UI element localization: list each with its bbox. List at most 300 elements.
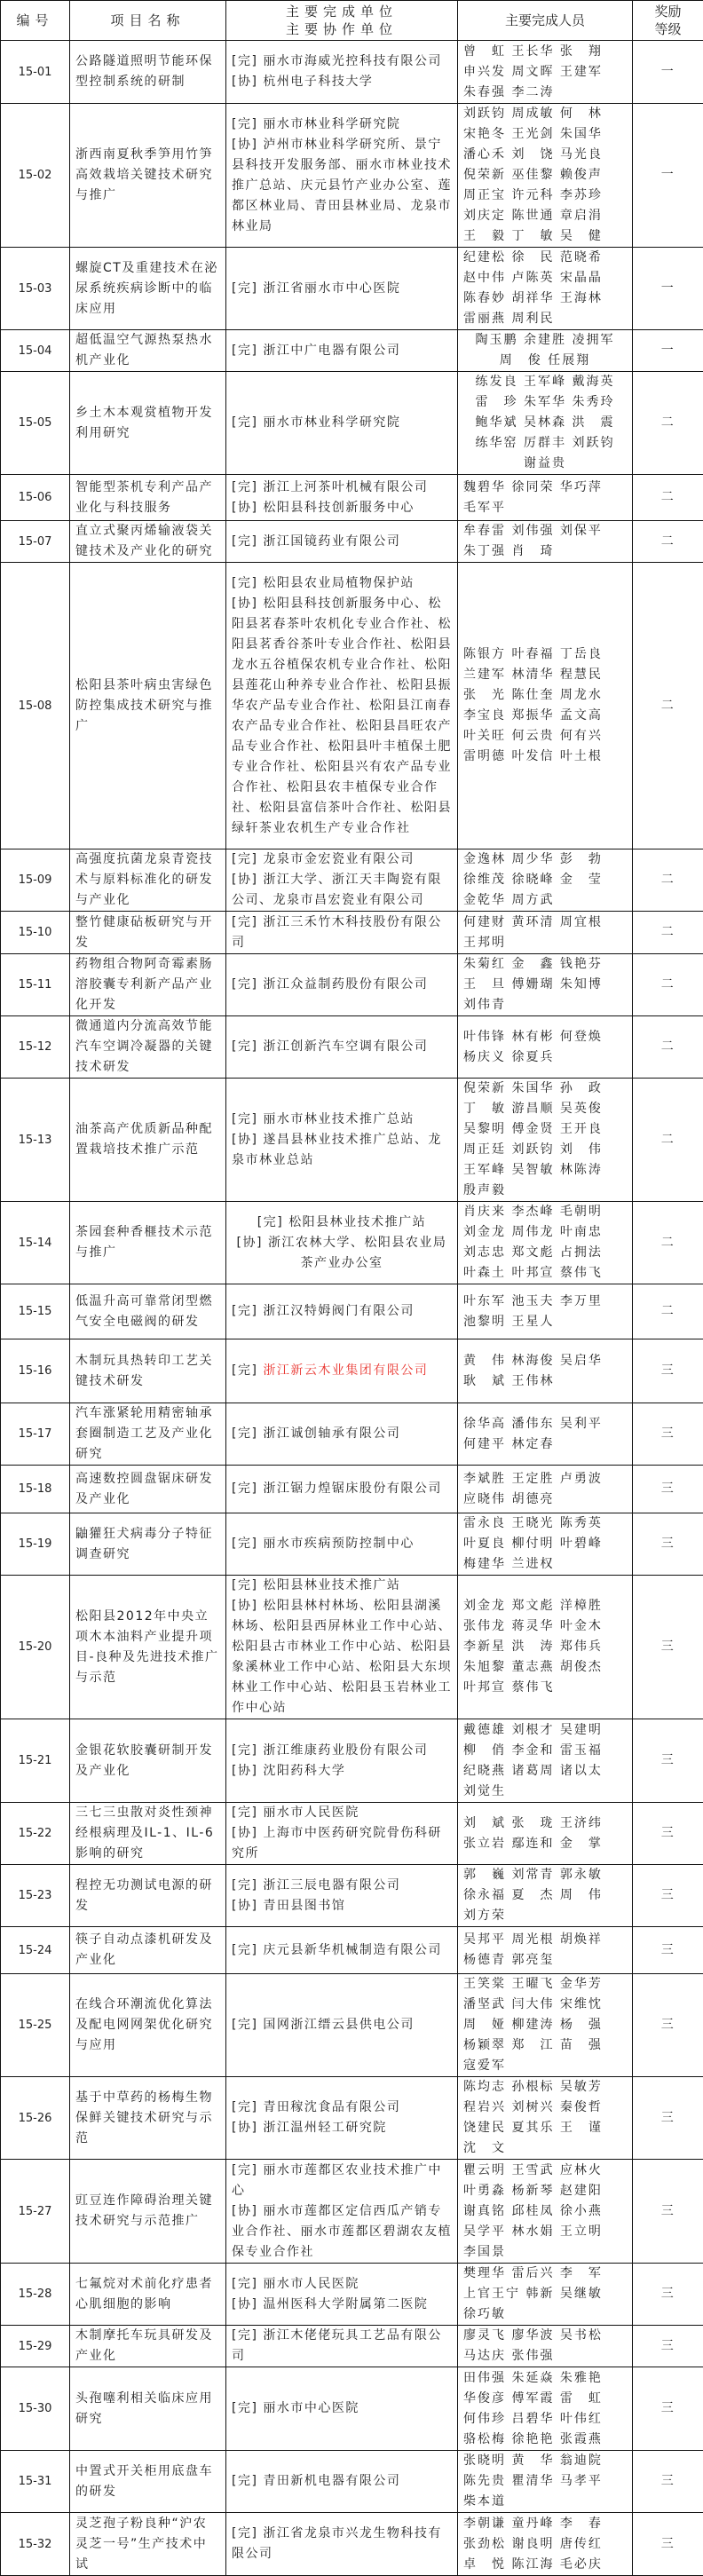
project-people bbox=[458, 849, 633, 912]
people-line: 张立岩 鄢连和 金 掌 bbox=[463, 1834, 627, 1854]
people-line: 鲍华斌 吴林森 洪 震 bbox=[463, 413, 627, 433]
people-line: 何伟珍 吕碧华 叶伟红 bbox=[463, 2409, 627, 2430]
project-people bbox=[458, 330, 633, 372]
org-line bbox=[232, 913, 452, 953]
org-role-tag: [协] bbox=[232, 1826, 257, 1840]
org-role-tag: [完] bbox=[232, 1039, 257, 1054]
table-row bbox=[1, 1974, 703, 2077]
people-line: 刘 斌 张 珑 王济纬 bbox=[463, 1813, 627, 1834]
project-orgs bbox=[226, 521, 458, 563]
project-orgs bbox=[226, 1202, 458, 1284]
project-code: 15-14 bbox=[1, 1202, 70, 1284]
org-line bbox=[232, 498, 452, 518]
project-name: 乡土木本观赏植物开发利用研究 bbox=[70, 372, 226, 475]
people-line: 宋艳冬 王光剑 朱国华 bbox=[463, 124, 627, 145]
project-orgs bbox=[226, 1513, 458, 1576]
project-code: 15-08 bbox=[1, 563, 70, 849]
project-name: 整竹健康砧板研究与开发 bbox=[70, 912, 226, 954]
org-name: 青田新机电器有限公司 bbox=[263, 2474, 400, 2488]
project-name: 筷子自动点漆机研发及产业化 bbox=[70, 1927, 226, 1974]
org-name: 松阳县林村林场、松阳县湖溪林场、松阳县西屏林业工作中心站、松阳县古市林业工作中心站、松阳县象溪林业工作中心站、松阳县大东坝林业工作中心站、松阳县玉岩林业工作中心站 bbox=[232, 1599, 452, 1715]
project-orgs bbox=[226, 1466, 458, 1513]
award-level: 三 bbox=[633, 2513, 703, 2576]
project-name: 药物组合物阿奇霉素肠溶胶囊专利新产品产业化开发 bbox=[70, 954, 226, 1016]
org-name: 浙江创新汽车空调有限公司 bbox=[263, 1039, 428, 1054]
people-line: 徐永福 夏 杰 周 伟 bbox=[463, 1885, 627, 1906]
people-line: 金乾华 周方武 bbox=[463, 890, 627, 911]
table-row bbox=[1, 104, 703, 248]
people-line: 耿 斌 王伟林 bbox=[463, 1371, 627, 1392]
people-line: 陈银方 叶春福 丁岳良 bbox=[463, 644, 627, 665]
org-line bbox=[232, 2326, 452, 2367]
org-name: 丽水市人民医院 bbox=[263, 2277, 359, 2291]
org-name: 浙江国镜药业有限公司 bbox=[263, 534, 400, 549]
project-orgs bbox=[226, 849, 458, 912]
org-role-tag: [完] bbox=[232, 1537, 257, 1551]
table-row bbox=[1, 1016, 703, 1079]
project-people bbox=[458, 1016, 633, 1079]
project-code: 15-30 bbox=[1, 2367, 70, 2451]
org-name: 温州医科大学附属第二医院 bbox=[263, 2297, 428, 2311]
project-orgs bbox=[226, 41, 458, 104]
org-name: 浙江汉特姆阀门有限公司 bbox=[263, 1304, 415, 1318]
org-role-tag: [完] bbox=[232, 54, 257, 68]
people-line: 王笑棠 王曜飞 金华芳 bbox=[463, 1974, 627, 1995]
project-orgs bbox=[226, 912, 458, 954]
org-role-tag: [完] bbox=[232, 1578, 257, 1592]
people-line: 肖庆来 李杰峰 毛朝明 bbox=[463, 1202, 627, 1222]
table-header-row bbox=[1, 1, 703, 41]
award-level: 二 bbox=[633, 1079, 703, 1202]
org-name: 丽水市中心医院 bbox=[263, 2401, 359, 2415]
award-level: 二 bbox=[633, 521, 703, 563]
org-line bbox=[232, 1896, 452, 1916]
people-line: 谢益贵 bbox=[463, 454, 627, 474]
project-orgs bbox=[226, 2513, 458, 2576]
people-line: 陈先贵 瞿清华 马孝平 bbox=[463, 2471, 627, 2492]
project-orgs bbox=[226, 1576, 458, 1719]
people-line: 杨德青 郭亮玺 bbox=[463, 1950, 627, 1971]
people-line: 徐华高 潘伟东 吴利平 bbox=[463, 1414, 627, 1434]
org-name: 松阳县林业技术推广站 bbox=[288, 1215, 426, 1229]
table-row bbox=[1, 1927, 703, 1974]
org-role-tag: [协] bbox=[232, 75, 257, 89]
org-name: 泸州市林业科学研究所、景宁县科技开发服务部、丽水市林业技术推广总站、庆元县竹产业办公室、莲都区林业局、青田县林业局、龙泉市林业局 bbox=[232, 138, 452, 233]
table-row bbox=[1, 1803, 703, 1865]
table-row bbox=[1, 1079, 703, 1202]
project-name: 油茶高产优质新品种配置栽培技术推广示范 bbox=[70, 1079, 226, 1202]
org-name: 上海市中医药研究院骨伤科研究所 bbox=[232, 1826, 442, 1861]
people-line: 叶邦宣 蔡伟飞 bbox=[463, 1678, 627, 1698]
people-line: 雷明德 叶发信 叶土根 bbox=[463, 747, 627, 767]
project-people bbox=[458, 475, 633, 521]
table-row bbox=[1, 563, 703, 849]
org-name: 浙江维康药业股份有限公司 bbox=[263, 1743, 428, 1758]
people-line: 徐维茂 徐晓峰 金 莹 bbox=[463, 870, 627, 890]
project-people bbox=[458, 521, 633, 563]
org-line bbox=[232, 1130, 452, 1171]
table-row bbox=[1, 1202, 703, 1284]
org-name: 遂昌县林业技术推广总站、龙泉市林业总站 bbox=[232, 1133, 442, 1167]
award-level: 一 bbox=[633, 104, 703, 248]
people-line: 何建平 林定春 bbox=[463, 1434, 627, 1455]
people-line: 杨颖翠 郑 江 苗 强 bbox=[463, 2035, 627, 2056]
project-name: 智能型茶机专利产品产业化与科技服务 bbox=[70, 475, 226, 521]
project-people bbox=[458, 248, 633, 330]
table-row bbox=[1, 330, 703, 372]
project-code: 15-01 bbox=[1, 41, 70, 104]
people-line: 刘觉生 bbox=[463, 1782, 627, 1802]
org-name: 丽水市莲都区定信西瓜产销专业合作社、丽水市莲都区碧湖农友植保专业合作社 bbox=[232, 2204, 452, 2259]
table-row bbox=[1, 475, 703, 521]
project-people bbox=[458, 2077, 633, 2160]
org-name: 沈阳药科大学 bbox=[263, 1764, 345, 1778]
project-people bbox=[458, 372, 633, 475]
project-people bbox=[458, 1513, 633, 1576]
header-name: 项目名称 bbox=[70, 1, 226, 41]
project-people bbox=[458, 1403, 633, 1466]
table-body bbox=[1, 41, 703, 2576]
project-code: 15-11 bbox=[1, 954, 70, 1016]
project-people bbox=[458, 1202, 633, 1284]
project-orgs bbox=[226, 1339, 458, 1403]
people-line: 叶勇淼 杨新琴 赵建阳 bbox=[463, 2181, 627, 2201]
project-code: 15-05 bbox=[1, 372, 70, 475]
org-role-tag: [完] bbox=[232, 117, 257, 131]
org-line bbox=[232, 849, 452, 870]
award-level: 二 bbox=[633, 912, 703, 954]
people-line: 程岩兴 刘树兴 秦俊哲 bbox=[463, 2098, 627, 2118]
award-level: 三 bbox=[633, 1339, 703, 1403]
table-row bbox=[1, 912, 703, 954]
project-orgs bbox=[226, 1284, 458, 1339]
award-level: 三 bbox=[633, 1576, 703, 1719]
header-award: 奖励等级 bbox=[633, 1, 703, 41]
project-name: 木制玩具热转印工艺关键技术研发 bbox=[70, 1339, 226, 1403]
org-name: 龙泉市金宏瓷业有限公司 bbox=[263, 852, 415, 866]
award-level: 二 bbox=[633, 954, 703, 1016]
people-line: 刘跃钧 周成敏 何 林 bbox=[463, 104, 627, 124]
project-orgs bbox=[226, 1403, 458, 1466]
people-line: 刘庆定 陈世通 章启涓 bbox=[463, 206, 627, 226]
award-level: 三 bbox=[633, 1803, 703, 1865]
people-line: 吴黎明 傅金贤 王开良 bbox=[463, 1119, 627, 1140]
table-row bbox=[1, 521, 703, 563]
people-line: 金逸林 周少华 彭 勃 bbox=[463, 849, 627, 870]
org-line bbox=[232, 1741, 452, 1761]
people-line: 杨庆义 徐夏兵 bbox=[463, 1047, 627, 1068]
project-orgs bbox=[226, 104, 458, 248]
org-line bbox=[232, 478, 452, 498]
people-line: 应晓伟 胡德亮 bbox=[463, 1489, 627, 1510]
org-line bbox=[232, 2015, 452, 2035]
table-row bbox=[1, 1576, 703, 1719]
org-line bbox=[232, 2098, 452, 2118]
people-line: 沈 文 bbox=[463, 2138, 627, 2159]
org-role-tag: [协] bbox=[232, 501, 257, 515]
award-level: 三 bbox=[633, 1865, 703, 1927]
project-people bbox=[458, 1803, 633, 1865]
people-line: 倪荣新 朱国华 孙 政 bbox=[463, 1079, 627, 1099]
project-code: 15-07 bbox=[1, 521, 70, 563]
org-line bbox=[232, 1110, 452, 1130]
award-level: 三 bbox=[633, 2451, 703, 2513]
org-name: 浙江三辰电器有限公司 bbox=[263, 1878, 400, 1892]
project-orgs bbox=[226, 2160, 458, 2264]
org-name: 浙江省龙泉市兴龙生物科技有限公司 bbox=[232, 2526, 442, 2561]
org-name: 浙江木佬佬玩具工艺品有限公司 bbox=[232, 2328, 442, 2363]
people-line: 谢真铭 邱桂凤 徐小燕 bbox=[463, 2201, 627, 2222]
org-line bbox=[232, 1534, 452, 1554]
table-row bbox=[1, 2264, 703, 2326]
award-level: 三 bbox=[633, 2367, 703, 2451]
award-level: 三 bbox=[633, 1719, 703, 1803]
org-role-tag: [完] bbox=[232, 1806, 257, 1820]
people-line: 瞿云明 王雪武 应林火 bbox=[463, 2161, 627, 2181]
org-role-tag: [协] bbox=[232, 2204, 257, 2218]
award-level: 二 bbox=[633, 1202, 703, 1284]
project-code: 15-27 bbox=[1, 2160, 70, 2264]
project-code: 15-18 bbox=[1, 1466, 70, 1513]
header-org-coop: 主要协作单位 bbox=[232, 20, 452, 38]
org-line bbox=[232, 1301, 452, 1322]
table-row bbox=[1, 2367, 703, 2451]
people-line: 赵中伟 卢陈英 宋晶晶 bbox=[463, 268, 627, 288]
org-name: 浙江省丽水市中心医院 bbox=[263, 281, 400, 296]
project-name: 松阳县茶叶病虫害绿色防控集成技术研究与推广 bbox=[70, 563, 226, 849]
project-name: 鼬獾狂犬病毒分子特征调查研究 bbox=[70, 1513, 226, 1576]
project-name: 螺旋CT及重建技术在泌尿系统疾病诊断中的临床应用 bbox=[70, 248, 226, 330]
org-line bbox=[232, 1596, 452, 1719]
project-name: 茶园套种香榧技术示范与推广 bbox=[70, 1202, 226, 1284]
project-orgs bbox=[226, 2326, 458, 2367]
people-line: 张晓明 黄 华 翁迪院 bbox=[463, 2451, 627, 2471]
project-people bbox=[458, 1284, 633, 1339]
project-code: 15-32 bbox=[1, 2513, 70, 2576]
project-name: 三七三虫散对炎性颈神经根病理及IL-1、IL-6影响的研究 bbox=[70, 1803, 226, 1865]
people-line: 朱春强 李二涛 bbox=[463, 83, 627, 103]
people-line: 李斌胜 王定胜 卢勇波 bbox=[463, 1469, 627, 1489]
project-orgs bbox=[226, 954, 458, 1016]
org-line bbox=[232, 1823, 452, 1864]
table-row bbox=[1, 1513, 703, 1576]
org-role-tag: [完] bbox=[232, 1943, 257, 1957]
project-name: 高速数控圆盘锯床研发及产业化 bbox=[70, 1466, 226, 1513]
org-line bbox=[232, 532, 452, 552]
org-role-tag: [协] bbox=[232, 1764, 257, 1778]
people-line: 吴邦平 周光根 胡焕祥 bbox=[463, 1930, 627, 1950]
project-name: 超低温空气源热泵热水机产业化 bbox=[70, 330, 226, 372]
org-role-tag: [完] bbox=[232, 2401, 257, 2415]
award-level: 二 bbox=[633, 475, 703, 521]
table-row bbox=[1, 1284, 703, 1339]
org-name: 松阳县农业局植物保护站 bbox=[263, 576, 415, 590]
org-role-tag: [完] bbox=[232, 1426, 257, 1441]
project-people bbox=[458, 41, 633, 104]
project-name: 低温升高可靠常闭型燃气安全电磁阀的研发 bbox=[70, 1284, 226, 1339]
people-line: 刘伟青 bbox=[463, 995, 627, 1015]
people-line: 丁 敏 游昌顺 吴英俊 bbox=[463, 1099, 627, 1119]
people-line: 樊理华 雷后兴 李 军 bbox=[463, 2264, 627, 2284]
table-row bbox=[1, 2160, 703, 2264]
org-line bbox=[232, 573, 452, 594]
people-line: 魏碧华 徐同荣 华巧萍 bbox=[463, 478, 627, 498]
org-name: 浙江新云木业集团有限公司 bbox=[263, 1363, 428, 1378]
project-people bbox=[458, 104, 633, 248]
table-row bbox=[1, 1339, 703, 1403]
people-line: 梅建华 兰进权 bbox=[463, 1554, 627, 1575]
people-line: 刘金龙 周伟龙 叶南忠 bbox=[463, 1222, 627, 1243]
people-line: 李新星 洪 涛 郑伟兵 bbox=[463, 1637, 627, 1657]
org-role-tag: [协] bbox=[232, 1599, 257, 1613]
header-code: 编号 bbox=[1, 1, 70, 41]
project-code: 15-09 bbox=[1, 849, 70, 912]
table-row bbox=[1, 2077, 703, 2160]
org-role-tag: [完] bbox=[232, 480, 257, 494]
org-name: 丽水市海威光控科技有限公司 bbox=[263, 54, 442, 68]
people-line: 纪晓燕 诸葛周 诸以太 bbox=[463, 1761, 627, 1782]
org-role-tag: [协] bbox=[232, 1133, 257, 1147]
org-line bbox=[232, 2471, 452, 2492]
org-line bbox=[232, 2161, 452, 2201]
project-name: 松阳县2012年中央立项木本油料产业提升项目-良种及先进技术推广与示范 bbox=[70, 1576, 226, 1719]
award-level: 二 bbox=[633, 372, 703, 475]
org-role-tag: [完] bbox=[232, 2163, 257, 2177]
project-orgs bbox=[226, 1803, 458, 1865]
people-line: 王 毅 丁 敏 吴 健 bbox=[463, 226, 627, 247]
header-orgs bbox=[226, 1, 458, 41]
project-name: 基于中草药的杨梅生物保鲜关键技术研究与示范 bbox=[70, 2077, 226, 2160]
people-line: 吴学平 林水娟 王立明 bbox=[463, 2222, 627, 2242]
project-name: 豇豆连作障碍治理关键技术研究与示范推广 bbox=[70, 2160, 226, 2264]
table-row bbox=[1, 372, 703, 475]
people-line: 纪建松 徐 民 范晓希 bbox=[463, 248, 627, 268]
org-line bbox=[232, 1761, 452, 1782]
people-line: 毛军平 bbox=[463, 498, 627, 518]
people-line: 刘金龙 郑文彪 洋樟胜 bbox=[463, 1596, 627, 1616]
project-people bbox=[458, 1974, 633, 2077]
people-line: 练华窑 厉群丰 刘跃钧 bbox=[463, 433, 627, 454]
org-line bbox=[232, 1803, 452, 1823]
org-name: 青田稼沈食品有限公司 bbox=[263, 2100, 400, 2114]
people-line: 潘坚武 闫大伟 宋维忱 bbox=[463, 1995, 627, 2015]
table-row bbox=[1, 248, 703, 330]
project-orgs bbox=[226, 1016, 458, 1079]
people-line: 朱菊红 金 鑫 钱艳芬 bbox=[463, 954, 627, 975]
org-line bbox=[232, 2295, 452, 2315]
award-level: 三 bbox=[633, 1927, 703, 1974]
people-line: 戴德雄 刘根才 吴建明 bbox=[463, 1720, 627, 1741]
project-code: 15-22 bbox=[1, 1803, 70, 1865]
people-line: 廖灵飞 廖华波 吴书松 bbox=[463, 2326, 627, 2346]
people-line: 刘方荣 bbox=[463, 1906, 627, 1926]
people-line: 骆松梅 徐艳艳 张霞燕 bbox=[463, 2430, 627, 2450]
org-name: 丽水市莲都区农业技术推广中心 bbox=[232, 2163, 442, 2198]
project-code: 15-21 bbox=[1, 1719, 70, 1803]
org-role-tag: [完] bbox=[232, 1878, 257, 1892]
org-line bbox=[232, 1233, 452, 1274]
people-line: 张伟龙 蒋灵华 叶金木 bbox=[463, 1616, 627, 1637]
people-line: 刘志忠 郑文彪 占拥法 bbox=[463, 1243, 627, 1263]
project-people bbox=[458, 954, 633, 1016]
project-orgs bbox=[226, 1927, 458, 1974]
org-role-tag: [完] bbox=[232, 2277, 257, 2291]
org-name: 青田县图书馆 bbox=[263, 1899, 345, 1913]
project-name: 汽车涨紧轮用精密轴承套圈制造工艺及产业化研究 bbox=[70, 1403, 226, 1466]
project-code: 15-03 bbox=[1, 248, 70, 330]
org-role-tag: [完] bbox=[232, 415, 257, 430]
project-people bbox=[458, 2451, 633, 2513]
project-orgs bbox=[226, 2451, 458, 2513]
project-code: 15-10 bbox=[1, 912, 70, 954]
org-role-tag: [协] bbox=[232, 2297, 257, 2311]
table-row bbox=[1, 1403, 703, 1466]
org-name: 杭州电子科技大学 bbox=[263, 75, 373, 89]
project-name: 公路隧道照明节能环保型控制系统的研制 bbox=[70, 41, 226, 104]
people-line: 张 光 陈仕奎 周龙水 bbox=[463, 685, 627, 706]
people-line: 曾 虹 王长华 张 翔 bbox=[463, 42, 627, 62]
award-level: 一 bbox=[633, 248, 703, 330]
people-line: 朱旭黎 董志燕 胡俊杰 bbox=[463, 1657, 627, 1678]
project-orgs bbox=[226, 2264, 458, 2326]
people-line: 李朝谦 童丹峰 李 春 bbox=[463, 2514, 627, 2534]
project-people bbox=[458, 2513, 633, 2576]
award-level: 三 bbox=[633, 2077, 703, 2160]
award-level: 一 bbox=[633, 41, 703, 104]
org-role-tag: [完] bbox=[232, 1482, 257, 1496]
project-code: 15-23 bbox=[1, 1865, 70, 1927]
table-row bbox=[1, 849, 703, 912]
people-line: 叶关旺 何云贵 何有兴 bbox=[463, 726, 627, 747]
org-role-tag: [完] bbox=[232, 915, 257, 929]
org-name: 松阳县科技创新服务中心、松阳县茗春茶叶农机化专业合作社、松阳县茗香谷茶叶专业合作社、松阳县龙水五谷植保农机专业合作社、松阳县莲花山种养专业合作社、松阳县振华农产品专业合作社、松阳县江南春农产品专业合作社、松阳县昌旺农产品专业合作社、松阳县叶丰植保土肥专业合作社、松阳县兴有农产品专业合作社、松阳县农丰植保专业合作社、松阳县富信茶叶合作社、松阳县绿轩茶业农机生产专业合作社 bbox=[232, 597, 452, 835]
people-line: 叶伟锋 林有彬 何登焕 bbox=[463, 1027, 627, 1047]
project-code: 15-04 bbox=[1, 330, 70, 372]
table-row bbox=[1, 2451, 703, 2513]
people-line: 柴本道 bbox=[463, 2492, 627, 2512]
org-role-tag: [完] bbox=[232, 344, 257, 358]
header-people: 主要完成人员 bbox=[458, 1, 633, 41]
people-line: 田伟强 朱延焱 朱雅艳 bbox=[463, 2368, 627, 2389]
project-code: 15-29 bbox=[1, 2326, 70, 2367]
project-people bbox=[458, 2326, 633, 2367]
people-line: 王邦明 bbox=[463, 933, 627, 953]
project-code: 15-13 bbox=[1, 1079, 70, 1202]
table-row bbox=[1, 41, 703, 104]
project-orgs bbox=[226, 1865, 458, 1927]
project-code: 15-31 bbox=[1, 2451, 70, 2513]
people-line: 雷 珍 朱军华 朱秀玲 bbox=[463, 392, 627, 413]
people-line: 倪荣新 巫佳黎 赖俊声 bbox=[463, 165, 627, 186]
award-level: 三 bbox=[633, 2326, 703, 2367]
award-level: 二 bbox=[633, 1284, 703, 1339]
org-line bbox=[232, 2398, 452, 2419]
org-role-tag: [协] bbox=[237, 1236, 263, 1250]
people-line: 李宝良 郑振华 孟文高 bbox=[463, 706, 627, 726]
project-people bbox=[458, 2264, 633, 2326]
org-name: 浙江温州轻工研究院 bbox=[263, 2121, 387, 2135]
people-line: 卓 悦 陈江海 毛必庆 bbox=[463, 2555, 627, 2575]
org-line bbox=[232, 1576, 452, 1596]
project-code: 15-06 bbox=[1, 475, 70, 521]
award-level: 三 bbox=[633, 2160, 703, 2264]
org-name: 丽水市林业科学研究院 bbox=[263, 415, 400, 430]
people-line: 练发良 王军峰 戴海英 bbox=[463, 372, 627, 392]
award-level: 一 bbox=[633, 330, 703, 372]
award-level: 三 bbox=[633, 1466, 703, 1513]
org-line bbox=[232, 413, 452, 433]
project-code: 15-24 bbox=[1, 1927, 70, 1974]
